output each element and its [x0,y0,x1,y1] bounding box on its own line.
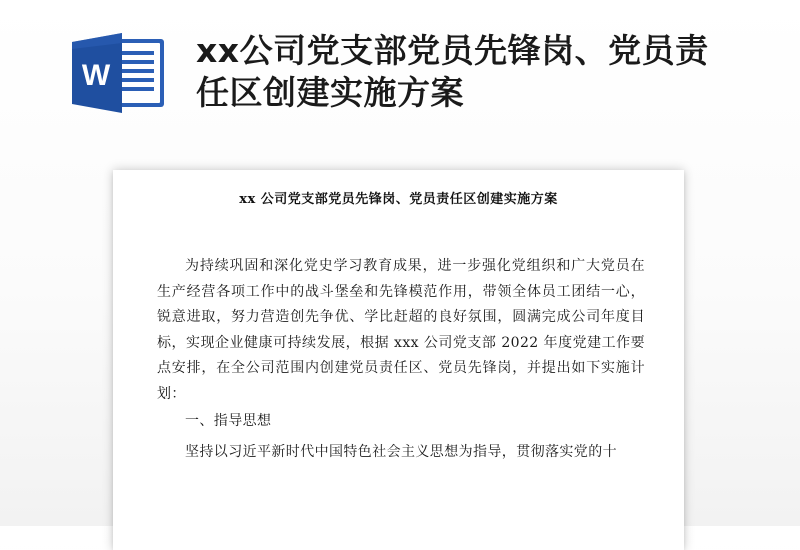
document-body [157,254,645,466]
paragraph-intro: 为持续巩固和深化党史学习教育成果，进一步强化党组织和广大党员在生产经营各项工作中的战斗堡垒和先锋模范作用，带领全体员工团结一心，锐意进取，努力营造创先争优、学比赶超的良好氛围，圆满完成公司年度目标，实现企业健康可持续发展，根据 xxx 公司党支部 2022 年度党建工作要点安排，在全公司范围内创建党员责任区、党员先锋岗，并提出如下实施计划： [157,258,645,402]
page-title: xx公司党支部党员先锋岗、党员责任区创建实施方案 [196,31,709,112]
document-page [113,170,684,550]
document-title: xx 公司党支部党员先锋岗、党员责任区创建实施方案 [239,192,558,207]
word-document-icon [72,33,166,113]
header [0,0,800,140]
paragraph-guiding-ideology: 坚持以习近平新时代中国特色社会主义思想为指导，贯彻落实党的十 [185,444,617,461]
section-heading-guiding-ideology: 一、指导思想 [185,412,272,429]
word-icon-letter: W [81,59,111,92]
